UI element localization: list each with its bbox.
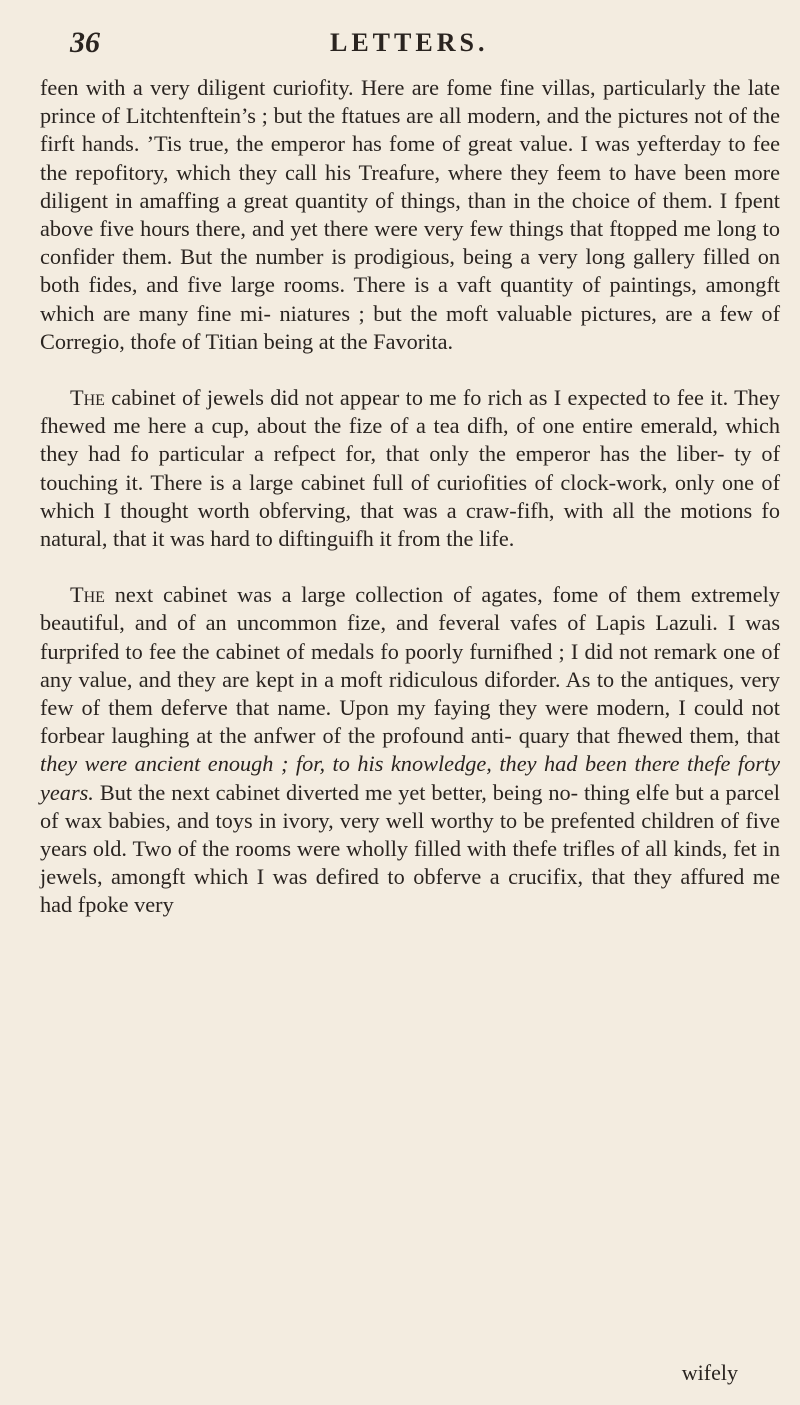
catchword: wifely <box>681 1360 738 1385</box>
paragraph-3-italic: they were ancient enough ; for, to his knowledge, they had been there thefe forty years. <box>40 751 780 805</box>
paragraph-3-text-b: But the next cabinet diverted me yet better, being no- thing elfe but a parcel of wax babies, and toys in ivory, very well worthy to be prefented children of five years old. Two of the rooms were wholly filled with thefe trifles of all kinds, fet in jewels, amongft which I was defired to obferve a crucifix, that they affured me had fpoke very <box>40 779 780 918</box>
body-text <box>40 74 780 920</box>
paragraph-2 <box>40 384 780 553</box>
paragraph-3-text-a: next cabinet was a large collection of agates, fome of them extremely beautiful, and of an uncommon fize, and feveral vafes of Lapis Lazuli. I was furprifed to fee the cabinet of medals fo poorly furnifhed ; I did not remark one of any value, and they are kept in a moft ridiculous diforder. As to the antiques, very few of them deferve that name. Upon my faying they were modern, I could not forbear laughing at the anfwer of the profound anti- quary that fhewed them, that <box>40 582 780 749</box>
running-head: LETTERS. <box>330 28 489 57</box>
paragraph-2-lead: The <box>70 385 105 411</box>
page-number: 36 <box>70 26 100 59</box>
paragraph-2-text: cabinet of jewels did not appear to me fo rich as I expected to fee it. They fhewed me here a cup, about the fize of a tea difh, of one entire emerald, which they had fo particular a refpect for, that only the emperor has the liber- ty of touching it. There is a large cabinet full of curiofities of clock-work, only one of which I thought worth obferving, that was a craw-fifh, with all the motions fo natural, that it was hard to diftinguifh it from the life. <box>40 385 780 552</box>
paragraph-3 <box>40 581 780 919</box>
page-header <box>70 26 740 66</box>
paragraph-1: feen with a very diligent curiofity. Here are fome fine villas, particularly the late prince of Litchtenftein’s ; but the ftatues are all modern, and the pictures not of the firft hands. ’Tis true, the emperor has fome of great value. I was yefterday to fee the repofitory, which they call his Treafure, where they feem to have been more diligent in amaffing a great quantity of things, than in the choice of them. I fpent above five hours there, and yet there were very few things that ftopped me long to confider them. But the number is prodigious, being a very long gallery filled on both fides, and five large rooms. There is a vaft quantity of paintings, amongft which are many fine mi- niatures ; but the moft valuable pictures, are a few of Corregio, thofe of Titian being at the Favorita. <box>40 75 780 354</box>
paragraph-3-lead: The <box>70 582 105 608</box>
